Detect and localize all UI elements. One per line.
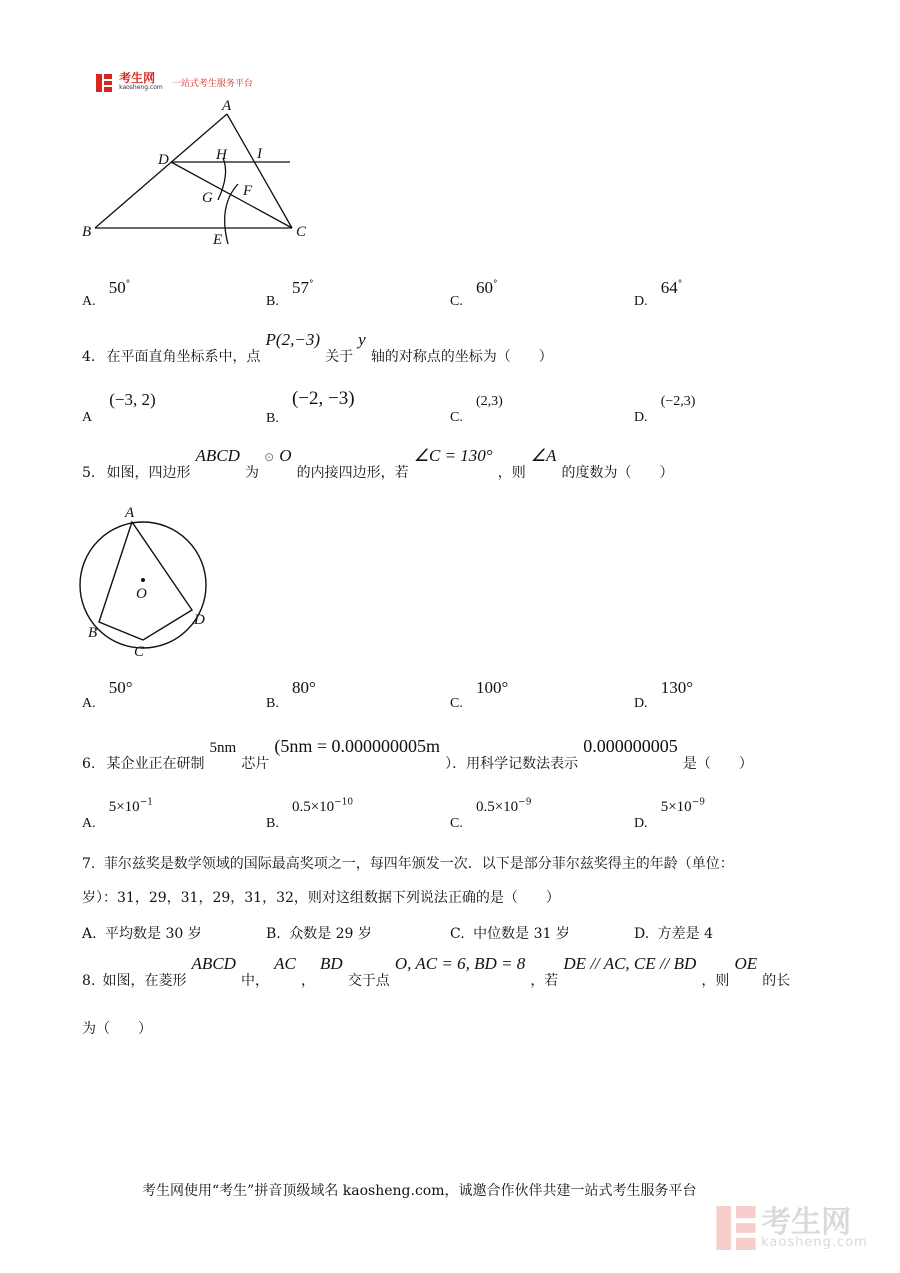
q4-option-b[interactable]: B. (−2, −3)	[266, 388, 355, 426]
q6-stem: 6. 某企业正在研制 5nm 芯片 (5nm = 0.000000005m ）．用科学记数法表示 0.000000005 是（ ）	[82, 736, 753, 772]
header-logo	[96, 72, 253, 94]
q5-option-b[interactable]: B. 80°	[266, 678, 316, 711]
label-D: D	[194, 612, 205, 628]
label-C: C	[134, 644, 145, 660]
quadrilateral-ABCD	[99, 522, 192, 640]
arc-near-H	[218, 158, 226, 200]
q7-option-a[interactable]: A. 平均数是 30 岁	[82, 926, 202, 942]
watermark-brand: 考生网	[761, 1205, 852, 1240]
q3-option-d[interactable]: D. 64°	[634, 278, 683, 309]
label-C: C	[296, 224, 307, 240]
label-F: F	[243, 183, 253, 199]
q5-stem: 5. 如图，四边形 ABCD 为 ⊙ O 的内接四边形，若 ∠C = 130° ，则 ∠A 的度数为（ ）	[82, 446, 674, 481]
circle-O	[80, 522, 206, 648]
q5-option-c[interactable]: C. 100°	[450, 678, 509, 711]
label-E: E	[213, 232, 223, 248]
label-B: B	[88, 625, 98, 641]
q8-line-2: 为（ ）	[82, 1021, 152, 1037]
q4-option-d[interactable]: D. (−2,3)	[634, 394, 696, 425]
q6-option-b[interactable]: B. $0.5\times 10^{-10}$	[266, 797, 354, 831]
label-H: H	[216, 147, 227, 163]
q7-option-b[interactable]: B. 众数是 29 岁	[266, 926, 372, 942]
logo-mark-icon	[96, 74, 112, 92]
q6-option-a[interactable]: A. $5\times 10^{-1}$	[82, 797, 153, 831]
footer-text: 考生网使用“考生”拼音顶级域名 kaosheng.com，诚邀合作伙伴共建一站式考生服务平台	[142, 1183, 697, 1199]
brand-slogan: 一站式考生服务平台	[171, 79, 253, 89]
watermark	[716, 1206, 868, 1254]
q6-option-c[interactable]: C. $0.5\times 10^{-9}$	[450, 797, 532, 831]
q6-option-d[interactable]: D. $5\times 10^{-9}$	[634, 797, 705, 831]
label-D: D	[158, 152, 169, 168]
segment-AB	[95, 114, 227, 228]
q3-option-a[interactable]: A. 50°	[82, 278, 131, 309]
label-A: A	[222, 98, 232, 114]
circle-symbol: ⊙	[264, 450, 275, 464]
label-O: O	[136, 586, 147, 602]
q3-option-b[interactable]: B. 57°	[266, 278, 314, 309]
q5-figure	[70, 498, 220, 664]
brand-domain: kaosheng.com	[119, 83, 163, 91]
q4-option-a[interactable]: A (−3, 2)	[82, 390, 156, 425]
q4-option-c[interactable]: C. (2,3)	[450, 394, 503, 425]
q5-option-a[interactable]: A. 50°	[82, 678, 133, 711]
q5-option-d[interactable]: D. 130°	[634, 678, 694, 711]
center-point	[141, 578, 145, 582]
q7-option-c[interactable]: C. 中位数是 31 岁	[450, 926, 570, 942]
label-B: B	[82, 224, 92, 240]
q7-option-d[interactable]: D. 方差是 4	[634, 926, 713, 942]
label-I: I	[257, 146, 262, 162]
label-G: G	[202, 190, 213, 206]
q7-line-2: 岁）：31，29，31，29，31，32，则对这组数据下列说法正确的是（ ）	[82, 890, 560, 906]
label-A: A	[125, 505, 135, 521]
q3-figure	[80, 96, 320, 256]
brand-name: 考生网	[119, 70, 156, 85]
watermark-domain: kaosheng.com	[761, 1235, 868, 1250]
q8-stem: 8. 如图，在菱形 ABCD 中， AC ， BD 交于点 O, AC = 6, BD = 8 ，若 DE // AC, CE // BD ，则 OE 的长	[82, 954, 791, 989]
watermark-logo-icon	[716, 1206, 756, 1254]
q4-stem: 4. 在平面直角坐标系中，点 P(2,−3) 关于 y 轴的对称点的坐标为（ ）	[82, 330, 553, 365]
q3-option-c[interactable]: C. 60°	[450, 278, 498, 309]
q7-line-1: 7. 菲尔兹奖是数学领域的国际最高奖项之一，每四年颁发一次．以下是部分菲尔兹奖得主的年龄（单位：	[82, 856, 734, 872]
